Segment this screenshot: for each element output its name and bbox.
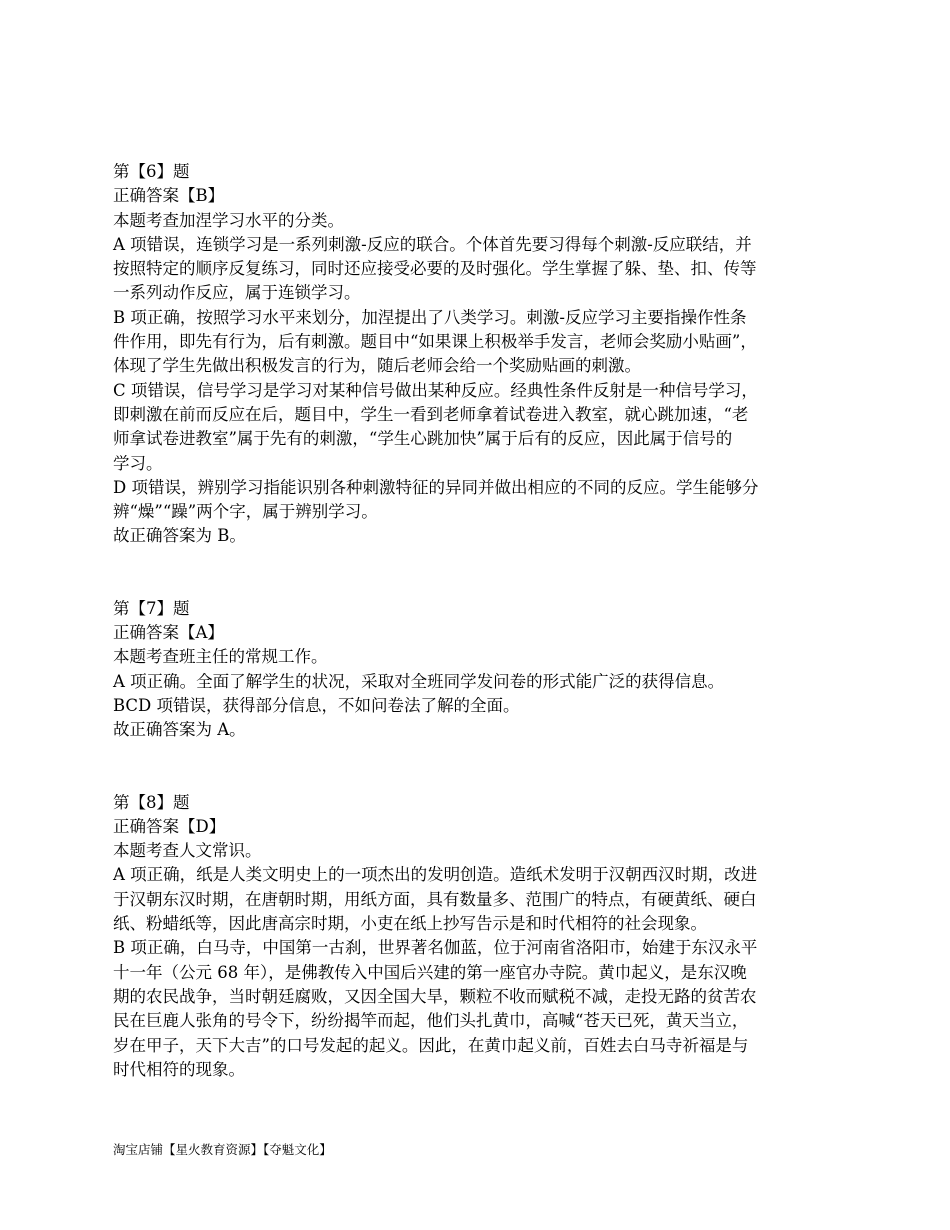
correct-answer: 正确答案【B】	[113, 186, 225, 206]
question-heading: 第【6】题	[113, 162, 190, 181]
explanation-line: 民在巨鹿人张角的号令下，纷纷揭竿而起，他们头扎黄巾，高喊“苍天已死，黄天当立，	[113, 1011, 749, 1031]
explanation-line: 期的农民战争，当时朝廷腐败，又因全国大旱，颗粒不收而赋税不减，走投无路的贫苦农	[113, 986, 757, 1006]
explanation-line: A 项正确。全面了解学生的状况，采取对全班同学发问卷的形式能广泛的获得信息。	[113, 671, 725, 691]
section-spacer	[113, 743, 853, 791]
explanation-line: C 项错误，信号学习是学习对某种信号做出某种反应。经典性条件反射是一种信号学习，	[113, 380, 758, 400]
explanation-line: 本题考查班主任的常规工作。	[113, 647, 328, 667]
explanation-line: 于汉朝东汉时期，在唐朝时期，用纸方面，具有数量多、范围广的特点，有硬黄纸、硬白	[113, 889, 757, 909]
conclusion-line: 故正确答案为 A。	[113, 720, 246, 740]
explanation-line: 岁在甲子，天下大吉”的口号发起的起义。因此，在黄巾起义前，百姓去白马寺祈福是与	[113, 1035, 749, 1055]
question-heading: 第【7】题	[113, 598, 190, 618]
explanation-line: D 项错误，辨别学习指能识别各种刺激特征的异同并做出相应的不同的反应。学生能够分	[113, 477, 759, 497]
explanation-line: 时代相符的现象。	[113, 1059, 245, 1079]
explanation-line: B 项正确，白马寺，中国第一古刹，世界著名伽蓝，位于河南省洛阳市，始建于东汉永平	[113, 938, 758, 958]
explanation-line: 十一年（公元 68 年），是佛教传入中国后兴建的第一座官办寺院。黄巾起义，是东汉晚	[113, 962, 747, 982]
question-6	[113, 160, 853, 549]
explanation-line: 体现了学生先做出积极发言的行为，随后老师会给一个奖励贴画的刺激。	[113, 356, 641, 376]
explanation-line: 本题考查加涅学习水平的分类。	[113, 210, 344, 230]
explanation-line: B 项正确，按照学习水平来划分，加涅提出了八类学习。刺激-反应学习主要指操作性条	[113, 307, 747, 327]
explanation-line: 辨“燥”“躁”两个字，属于辨别学习。	[113, 502, 378, 522]
conclusion-line: 故正确答案为 B。	[113, 526, 246, 546]
document-body	[113, 160, 853, 1082]
correct-answer: 正确答案【D】	[113, 816, 226, 836]
section-spacer	[113, 549, 853, 597]
question-heading: 第【8】题	[113, 792, 190, 812]
explanation-line: 师拿试卷进教室”属于先有的刺激，“学生心跳加快”属于后有的反应，因此属于信号的	[113, 429, 733, 449]
question-7	[113, 597, 853, 743]
explanation-line: BCD 项错误，获得部分信息，不如问卷法了解的全面。	[113, 695, 520, 715]
page-footer: 淘宝店铺【星火教育资源】【夺魁文化】	[113, 1142, 332, 1157]
explanation-line: 纸、粉蜡纸等，因此唐高宗时期，小吏在纸上抄写告示是和时代相符的社会现象。	[113, 914, 707, 934]
explanation-line: A 项错误，连锁学习是一系列刺激-反应的联合。个体首先要习得每个刺激-反应联结，并	[113, 234, 752, 254]
explanation-line: A 项正确，纸是人类文明史上的一项杰出的发明创造。造纸术发明于汉朝西汉时期，改进	[113, 865, 758, 885]
explanation-line: 件作用，即先有行为，后有刺激。题目中“如果课上积极举手发言，老师会奖励小贴画”，	[113, 332, 757, 352]
explanation-line: 学习。	[113, 453, 163, 473]
explanation-line: 按照特定的顺序反复练习，同时还应接受必要的及时强化。学生掌握了躲、垫、扣、传等	[113, 259, 757, 279]
explanation-line: 一系列动作反应，属于连锁学习。	[113, 283, 361, 303]
explanation-line: 即刺激在前而反应在后，题目中，学生一看到老师拿着试卷进入教室，就心跳加速，“老	[113, 404, 749, 424]
explanation-line: 本题考查人文常识。	[113, 841, 262, 861]
correct-answer: 正确答案【A】	[113, 623, 224, 643]
question-8	[113, 791, 853, 1083]
